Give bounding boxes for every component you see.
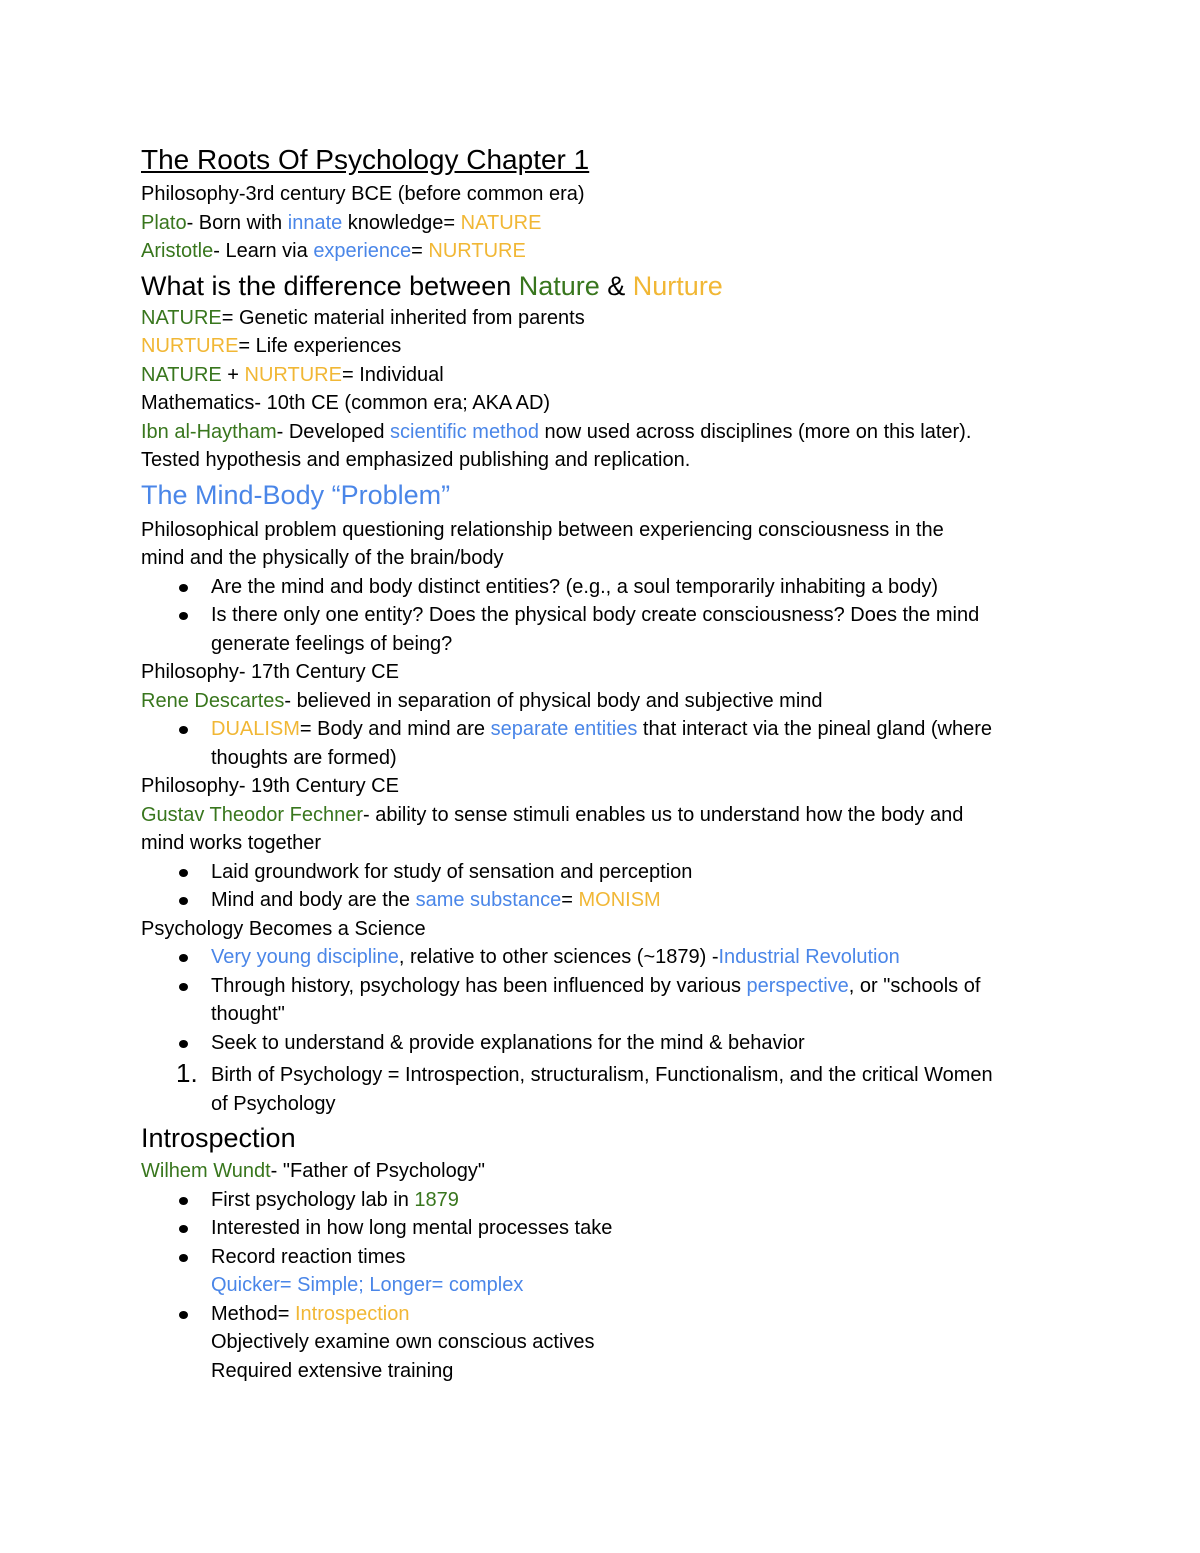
line-phil19: Philosophy- 19th Century CE	[141, 775, 399, 797]
aristotle-name: Aristotle	[141, 240, 214, 262]
list-number: 1.	[176, 1058, 198, 1088]
document-page	[141, 140, 1071, 1385]
line-philprob: Philosophical problem questioning relationship between experiencing consciousness in the	[141, 518, 944, 541]
bullet-icon	[179, 897, 188, 905]
bullet-icon	[179, 869, 188, 877]
line-individual: NATURE + NURTURE= Individual	[141, 363, 444, 386]
bullet-icon	[179, 1254, 188, 1262]
line-nurture-def: NURTURE= Life experiences	[141, 335, 402, 357]
bullet-icon	[179, 1040, 188, 1048]
list-item: Seek to understand & provide explanations for the mind & behavior	[141, 1029, 1071, 1058]
line-aristotle: Aristotle- Learn via experience= NURTURE	[141, 240, 526, 262]
line-fechner-2: mind works together	[141, 832, 322, 854]
wundt-list	[141, 1186, 1071, 1386]
list-item: Very young discipline, relative to other sciences (~1879) -Industrial Revolution	[141, 943, 1071, 972]
bullet-icon	[179, 1197, 188, 1205]
bullet-icon	[179, 612, 188, 620]
science-list	[141, 943, 1071, 1057]
list-item: Laid groundwork for study of sensation and perception	[141, 858, 1071, 887]
numbered-item-1: 1. Birth of Psychology = Introspection, structuralism, Functionalism, and the critical Women of Psychology	[176, 1058, 993, 1115]
line-ibn: Ibn al-Haytham- Developed scientific method now used across disciplines (more on this later).	[141, 420, 972, 443]
line-tested: Tested hypothesis and emphasized publishing and replication.	[141, 449, 691, 471]
line-philosophy-3rd: Philosophy-3rd century BCE (before common era)	[141, 183, 585, 205]
list-item: Method= Introspection Objectively examine own conscious actives Required extensive training	[141, 1300, 1071, 1386]
line-descartes: Rene Descartes- believed in separation of physical body and subjective mind	[141, 689, 823, 712]
line-plato: Plato- Born with innate knowledge= NATURE	[141, 211, 542, 234]
list-item: DUALISM= Body and mind are separate entities that interact via the pineal gland (where thoughts are formed)	[141, 715, 1071, 772]
list-item: Are the mind and body distinct entities? (e.g., a soul temporarily inhabiting a body)	[141, 573, 1071, 602]
line-wundt: Wilhem Wundt- "Father of Psychology"	[141, 1160, 485, 1182]
fechner-list	[141, 858, 1071, 915]
heading-nature-nurture: What is the difference between Nature & Nurture	[141, 270, 723, 301]
line-nature-def: NATURE= Genetic material inherited from parents	[141, 306, 585, 329]
list-item: First psychology lab in 1879	[141, 1186, 1071, 1215]
page-title: The Roots Of Psychology Chapter 1	[141, 144, 590, 175]
list-item: Through history, psychology has been influenced by various perspective, or "schools of thought"	[141, 972, 1071, 1029]
line-mathematics: Mathematics- 10th CE (common era; AKA AD)	[141, 392, 551, 414]
list-item: Mind and body are the same substance= MONISM	[141, 886, 1071, 915]
list-item: Is there only one entity? Does the physical body create consciousness? Does the mind generate feelings of being?	[141, 601, 1071, 658]
list-item: Interested in how long mental processes take	[141, 1214, 1071, 1243]
bullet-icon	[179, 726, 188, 734]
bullet-icon	[179, 954, 188, 962]
line-phil17: Philosophy- 17th Century CE	[141, 661, 399, 683]
descartes-list	[141, 715, 1071, 772]
heading-mind-body: The Mind-Body “Problem”	[141, 479, 451, 510]
bullet-icon	[179, 1311, 188, 1319]
line-psysci: Psychology Becomes a Science	[141, 917, 426, 940]
line-fechner: Gustav Theodor Fechner- ability to sense stimuli enables us to understand how the body and	[141, 803, 964, 826]
mind-body-list	[141, 573, 1071, 659]
plato-name: Plato	[141, 211, 187, 234]
bullet-icon	[179, 584, 188, 592]
bullet-icon	[179, 983, 188, 991]
heading-introspection: Introspection	[141, 1123, 296, 1153]
bullet-icon	[179, 1225, 188, 1233]
list-item: Record reaction times Quicker= Simple; Longer= complex	[141, 1243, 1071, 1300]
line-philprob-2: mind and the physically of the brain/body	[141, 547, 504, 569]
